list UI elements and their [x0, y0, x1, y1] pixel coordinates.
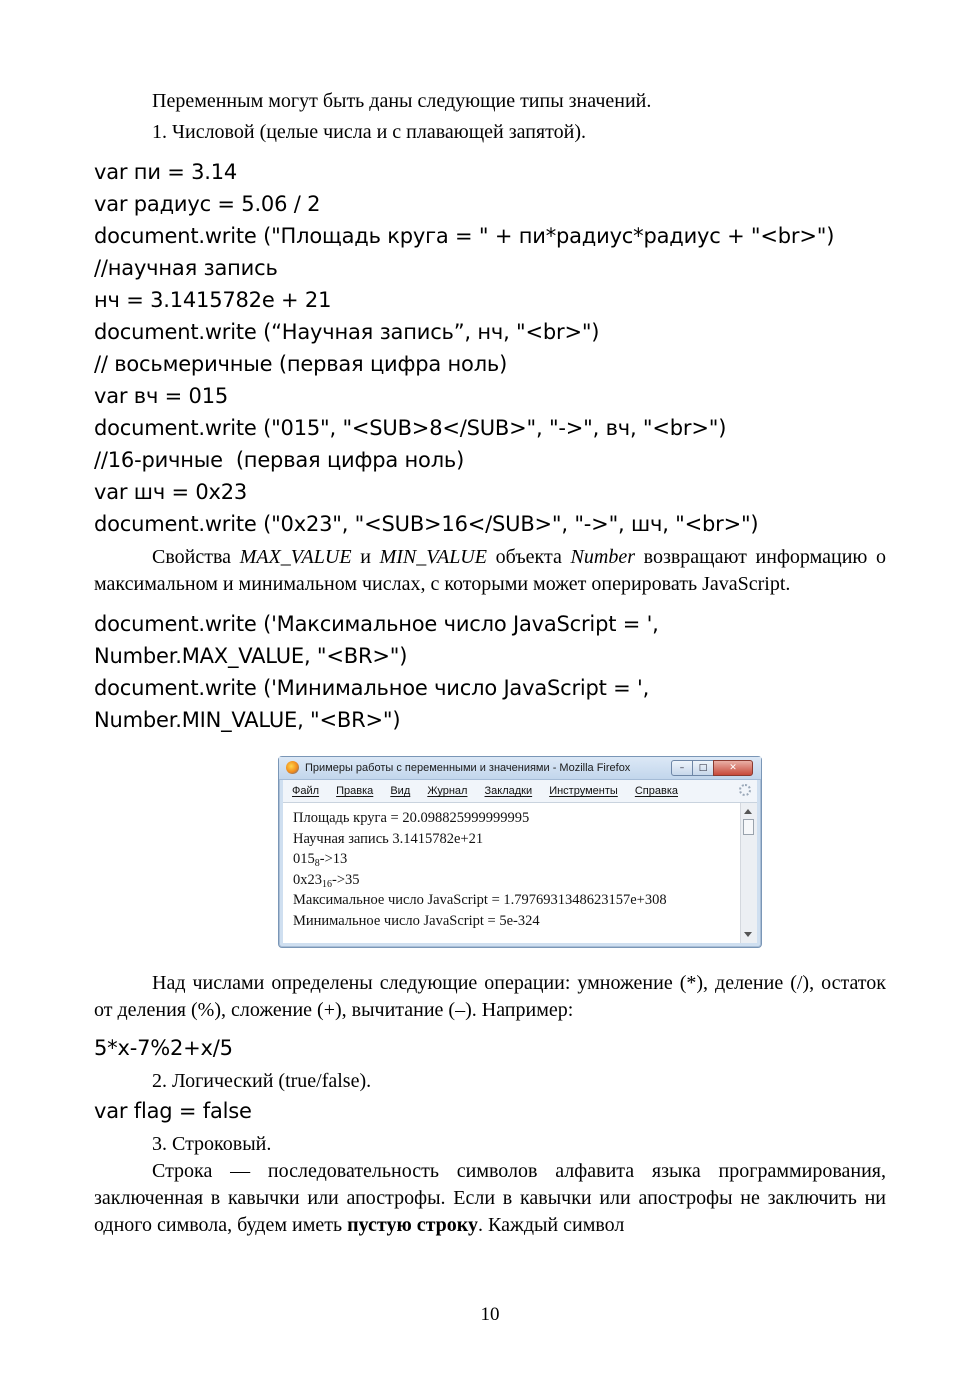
menu-tools: Инструменты — [549, 785, 618, 797]
output-line: $015_8->13$ — [293, 851, 348, 869]
code-line: нч = 3.1415782e + 21 — [94, 288, 332, 312]
code-line: var радиус = 5.06 / 2 — [94, 192, 321, 216]
code-line: var шч = 0x23 — [94, 480, 248, 504]
code-expression: 5*x-7%2+x/5 — [94, 1036, 233, 1060]
string-paragraph: Строка — последовательность символов алфавита языка программирования, заключенная в кавычки или апострофы. Если в кавычки или апострофы не заключить ни одного символа, будем иметь пустую строку. Каждый символ — [94, 1160, 886, 1236]
code-line: document.write ('Максимальное число JavaScript = ', — [94, 612, 659, 636]
code-block-numbers — [94, 156, 886, 540]
browser-scrollbar — [740, 803, 757, 943]
document-page — [94, 88, 886, 1239]
intro-line: Переменным могут быть даны следующие типы значений. — [152, 90, 652, 112]
maximize-icon: □ — [692, 760, 714, 776]
scroll-up-icon — [744, 809, 752, 814]
output-line: Научная запись 3.1415782e+21 — [293, 830, 484, 847]
logical-type-item: 2. Логический (true/false). — [152, 1070, 372, 1092]
code-line: //научная запись — [94, 256, 278, 280]
code-line: //16-ричные (первая цифра ноль) — [94, 448, 465, 472]
numeric-type-item: 1. Числовой (целые числа и с плавающей запятой). — [152, 121, 586, 143]
code-line: // восьмеричные (первая цифра ноль) — [94, 352, 508, 376]
output-line: Максимальное число JavaScript = 1.7976931348623157e+308 — [293, 892, 667, 908]
browser-content — [283, 803, 741, 943]
code-line: document.write ("Площадь круга = " + пи*радиус*радиус + "<br>") — [94, 224, 835, 248]
menu-file: Файл — [292, 785, 320, 797]
menu-view: Вид — [390, 785, 411, 797]
code-line: document.write ("015", "<SUB>8</SUB>", "->", вч, "<br>") — [94, 416, 727, 440]
operations-paragraph: Над числами определены следующие операции: умножение (*), деление (/), остаток от деления (%), сложение (+), вычитание (–). Например: — [94, 972, 886, 1021]
number-properties-paragraph: Свойства MAX_VALUE и MIN_VALUE объекта Number возвращают информацию о максимальном и минимальном числах, с которыми может оперировать JavaScript. — [94, 546, 887, 595]
throbber-icon — [739, 784, 751, 796]
code-line: document.write ("0x23", "<SUB>16</SUB>", "->", шч, "<br>") — [94, 512, 759, 536]
menu-bookmarks: Закладки — [484, 785, 533, 797]
browser-window-screenshot — [278, 756, 762, 948]
code-line: var вч = 015 — [94, 384, 229, 408]
code-block-limits — [94, 608, 886, 736]
menu-edit: Правка — [336, 785, 374, 797]
scroll-thumb — [743, 819, 754, 835]
close-icon: ✕ — [713, 760, 753, 776]
output-line: Площадь круга = 20.098825999999995 — [293, 810, 530, 826]
output-line: Минимальное число JavaScript = 5e-324 — [293, 912, 540, 929]
browser-menubar — [283, 780, 757, 803]
output-line: $0x23_{16}->35$ — [293, 871, 360, 890]
code-line: document.write ('Минимальное число JavaScript = ', — [94, 676, 650, 700]
code-line: Number.MAX_VALUE, "<BR>") — [94, 644, 408, 668]
page-number: 10 — [480, 1304, 500, 1325]
menu-help: Справка — [634, 785, 678, 797]
window-controls — [672, 760, 753, 775]
string-type-item: 3. Строковый. — [152, 1133, 272, 1155]
scroll-down-icon — [744, 932, 752, 937]
browser-title: Примеры работы с переменными и значениями - Mozilla Firefox — [305, 762, 631, 774]
minimize-icon: – — [671, 760, 693, 776]
firefox-logo-icon — [286, 761, 299, 774]
code-line: document.write (“Научная запись”, нч, "<br>") — [94, 320, 600, 344]
code-flag: var flag = false — [94, 1099, 252, 1123]
code-line: var пи = 3.14 — [94, 160, 238, 184]
browser-titlebar — [279, 757, 761, 780]
menu-history: Журнал — [427, 785, 468, 797]
code-line: Number.MIN_VALUE, "<BR>") — [94, 708, 401, 732]
